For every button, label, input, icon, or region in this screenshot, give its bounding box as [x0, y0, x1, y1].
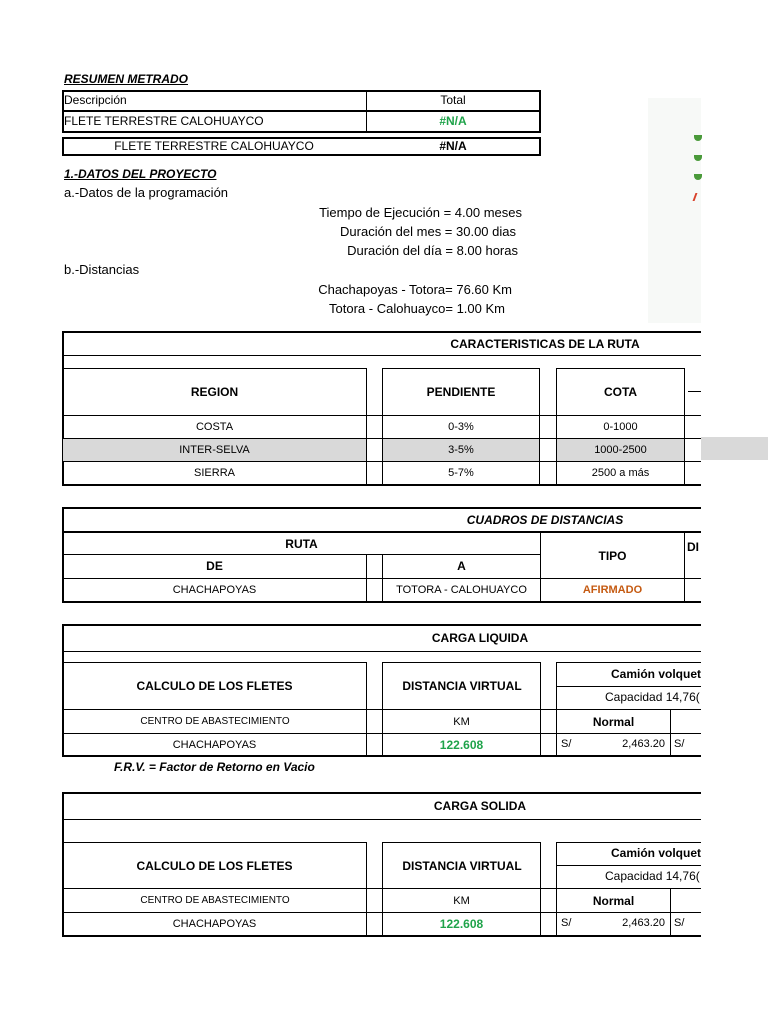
ruta-header-cota: COTA	[603, 385, 638, 399]
distancias-row-de: CHACHAPOYAS	[172, 584, 257, 596]
liquida-normal: Normal	[592, 714, 635, 729]
ruta-row-region: SIERRA	[194, 467, 235, 479]
divider	[556, 662, 701, 663]
liquida-valor: 122.608	[439, 738, 484, 752]
solida-capacidad: Capacidad 14,76(	[605, 869, 700, 883]
divider	[556, 686, 701, 687]
solida-origen: CHACHAPOYAS	[172, 918, 257, 930]
liquida-distancia: DISTANCIA VIRTUAL	[402, 679, 522, 693]
distancia-totora-calohuayco: Totora - Calohuayco= 1.00 Km	[329, 301, 505, 316]
distancias-a: A	[457, 559, 466, 573]
solida-valor: 122.608	[439, 917, 484, 931]
divider	[684, 531, 685, 603]
resumen-col-total: Total	[440, 93, 466, 107]
solida-moneda2: S/	[674, 917, 685, 929]
divider	[688, 391, 701, 392]
solida-calculo: CALCULO DE LOS FLETES	[136, 858, 293, 873]
solida-camion: Camión volquet	[611, 846, 701, 860]
duracion-mes: Duración del mes = 30.00 dias	[340, 224, 516, 239]
liquida-calculo: CALCULO DE LOS FLETES	[136, 679, 293, 693]
ruta-row-cota: 0-1000	[603, 421, 638, 433]
liquida-origen: CHACHAPOYAS	[172, 739, 257, 751]
liquida-km: KM	[453, 715, 470, 728]
datos-sub-b: b.-Distancias	[64, 262, 140, 277]
solida-monto: 2,463.20	[622, 917, 665, 929]
solida-centro: CENTRO DE ABASTECIMIENTO	[140, 895, 290, 906]
liquida-camion: Camión volquet	[611, 667, 701, 681]
ruta-row-pendiente: 5-7%	[448, 467, 474, 479]
solida-km: KM	[453, 894, 470, 907]
divider	[556, 842, 701, 843]
duracion-dia: Duración del día = 8.00 horas	[347, 243, 518, 258]
distancias-row-a: TOTORA - CALOHUAYCO	[396, 584, 527, 596]
ruta-header-region: REGION	[190, 385, 239, 399]
ruta-row-cota: 1000-2500	[594, 444, 647, 456]
ruta-row-region: COSTA	[195, 421, 234, 433]
liquida-capacidad: Capacidad 14,76(	[605, 690, 700, 704]
ruta-row-pendiente: 0-3%	[448, 421, 474, 433]
distancia-chachapoyas-totora: Chachapoyas - Totora= 76.60 Km	[318, 282, 512, 297]
solida-normal: Normal	[592, 893, 635, 908]
ruta-row-cota: 2500 a más	[591, 467, 650, 479]
divider	[540, 842, 541, 937]
liquida-moneda2: S/	[674, 738, 685, 750]
ruta-title: CARACTERISTICAS DE LA RUTA	[450, 337, 640, 351]
divider	[62, 110, 541, 112]
divider	[670, 709, 671, 757]
resumen-row2-desc: FLETE TERRESTRE CALOHUAYCO	[114, 139, 314, 153]
resumen-row2-total: #N/A	[439, 139, 467, 153]
divider	[62, 355, 701, 356]
liquida-centro: CENTRO DE ABASTECIMIENTO	[140, 716, 290, 727]
resumen-title: RESUMEN METRADO	[64, 72, 189, 86]
distancias-ruta: RUTA	[285, 536, 318, 551]
resumen-row1-desc: FLETE TERRESTRE CALOHUAYCO	[64, 114, 264, 128]
liquida-monto: 2,463.20	[622, 738, 665, 750]
divider	[556, 865, 701, 866]
gray-band	[701, 437, 768, 460]
divider	[62, 819, 701, 820]
distancias-row-tipo: AFIRMADO	[582, 584, 643, 596]
solida-title: CARGA SOLIDA	[433, 799, 527, 813]
distancias-title: CUADROS DE DISTANCIAS	[466, 513, 624, 527]
divider	[62, 651, 701, 652]
distancias-tipo: TIPO	[598, 548, 627, 563]
solida-distancia: DISTANCIA VIRTUAL	[402, 858, 522, 873]
distancias-di: DI	[687, 540, 699, 554]
liquida-moneda: S/	[561, 738, 572, 750]
liquida-nota: F.R.V. = Factor de Retorno en Vacio	[114, 760, 315, 774]
ruta-col-extra	[684, 368, 701, 485]
ruta-row-region: INTER-SELVA	[179, 444, 250, 456]
datos-sub-a: a.-Datos de la programación	[64, 185, 229, 200]
liquida-title: CARGA LIQUIDA	[431, 631, 529, 645]
solida-moneda: S/	[561, 917, 572, 929]
resumen-row1-total: #N/A	[439, 114, 467, 128]
datos-heading: 1.-DATOS DEL PROYECTO	[64, 167, 217, 181]
ruta-header-pendiente: PENDIENTE	[426, 385, 496, 399]
resumen-col-desc: Descripción	[64, 93, 127, 107]
divider	[670, 888, 671, 937]
divider	[366, 842, 367, 937]
tiempo-ejecucion: Tiempo de Ejecución = 4.00 meses	[319, 205, 522, 220]
ruta-row-pendiente: 3-5%	[448, 444, 474, 456]
distancias-de: DE	[206, 559, 223, 573]
